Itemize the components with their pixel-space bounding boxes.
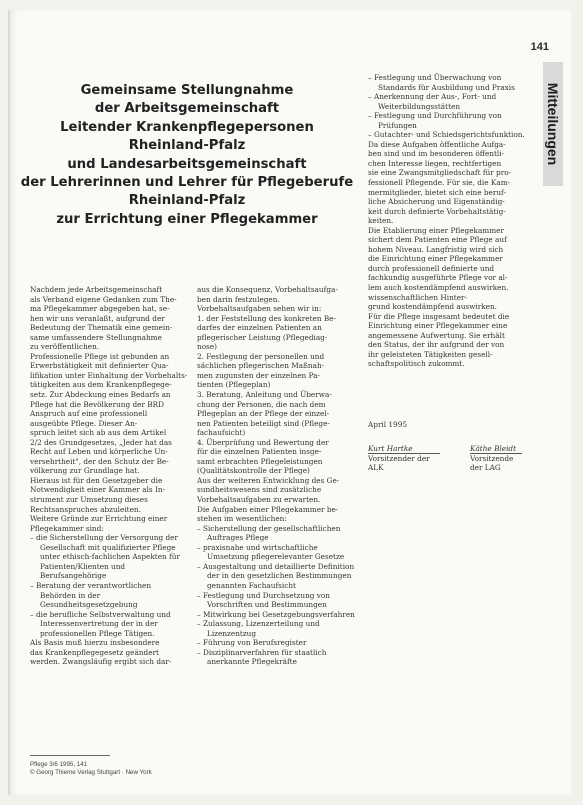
section-tab (543, 62, 563, 186)
column-3 (368, 73, 526, 369)
list-item: – Führung von Berufsregister (197, 638, 307, 648)
paragraph-line: fachkundig ausgeführte Pflege vor al- (368, 273, 508, 283)
list-item: – Festlegung und Durchführung von Prüfungen (368, 111, 502, 130)
paragraph-line: schaftspolitisch zukommt. (368, 359, 465, 369)
signature-role: Vorsitzende (470, 453, 514, 463)
column-2-list (197, 524, 357, 667)
column-2-text (197, 285, 357, 314)
date-line (368, 420, 526, 430)
list-item: – Zulassung, Lizenzerteilung und Lizenzentzug (197, 619, 320, 638)
paragraph-line: lifikation unter Einhaltung der Vorbehalts- (30, 370, 188, 380)
paragraph-line: grund kostendämpfend auswirken. (368, 302, 497, 312)
numbered-list-line: nose) (197, 342, 218, 352)
list-item: – Anerkennung der Aus-, Fort- und Weiterbildungsstätten (368, 92, 497, 111)
column-2-middle-text (197, 476, 357, 524)
paragraph-line: liche Absicherung und Eigenständig- (368, 197, 505, 207)
paragraph-line: fessionell Pflegende. Für sie, die Kam- (368, 178, 511, 188)
signature-2 (470, 444, 516, 473)
source-line: © Georg Thieme Verlag Stuttgart · New York (30, 769, 152, 776)
paragraph-line: zu veröffentlichen. (30, 342, 100, 352)
paragraph-line: Aus der weiteren Entwicklung des Ge- (197, 475, 340, 485)
list-item: – Gutachter- und Schiedsgerichtsfunktion. (368, 130, 525, 140)
list-item: – Sicherstellung der gesellschaftlichen Auftrages Pflege (197, 523, 341, 543)
numbered-list-line: (Qualitätskontrolle der Pflege) (197, 466, 310, 476)
paragraph-line: Anspruch auf eine professionell (30, 409, 148, 419)
paragraph-line: chen Interesse liegen, rechtfertigen (368, 158, 502, 168)
paragraph-line: sichert dem Patienten eine Pflege auf (368, 235, 507, 245)
signature-name: Kurt Hartke (368, 444, 413, 453)
list-item: – Ausgestaltung und detaillierte Definition der in den gesetzlichen Bestimmungen genannten Fachaufsicht (197, 561, 355, 590)
signature-rule (470, 453, 522, 454)
paragraph-line: angemessene Aufwertung. Sie erhält (368, 330, 505, 340)
numbered-list-line: tienten (Pflegeplan) (197, 380, 271, 390)
paragraph-line: tätigkeiten aus dem Krankenpflegege- (30, 380, 172, 390)
source-note (30, 761, 152, 777)
title-line: der Lehrerinnen und Lehrer für Pflegeberufe (20, 175, 354, 191)
paragraph-line: hen wir uns veranlaßt, aufgrund der (30, 313, 165, 323)
paragraph-line: Rechtsanspruches abzuleiten. (30, 504, 141, 514)
signature-name: Käthe Bleidt (470, 444, 517, 453)
column-3-text (368, 140, 526, 369)
paragraph-line: Erwerbstätigkeit mit definierter Qua- (30, 361, 169, 371)
paragraph-line: werden. Zwangsläufig ergibt sich dar- (30, 657, 172, 667)
column-2 (197, 285, 357, 667)
paragraph-line: sundheitswesens sind zusätzliche (197, 485, 322, 495)
paragraph-line: die Einrichtung einer Pflegekammer (368, 254, 503, 264)
title-line: Leitender Krankenpflegepersonen (60, 119, 314, 135)
paragraph-line: Hieraus ist für den Gesetzgeber die (30, 475, 163, 485)
paragraph-line: das Krankenpflegegesetz geändert (30, 647, 159, 657)
paragraph-line: Für die Pflege insgesamt bedeutet die (368, 311, 510, 321)
paragraph-line: hohem Niveau. Langfristig wird sich (368, 244, 504, 254)
signature-1 (368, 444, 430, 473)
title-line: Gemeinsame Stellungnahme (80, 83, 294, 98)
paragraph-line: setz. Zur Abdeckung eines Bedarfs an (30, 390, 171, 400)
paragraph-line: Als Basis muß hierzu insbesondere (30, 638, 160, 648)
paragraph-line: Weitere Gründe zur Errichtung einer (30, 514, 168, 524)
column-1-list (30, 533, 188, 638)
title-line: Rheinland-Pfalz (128, 138, 246, 154)
numbered-list-line: darfes der einzelnen Patienten an (197, 323, 322, 333)
paragraph-line: wissenschaftlichen Hinter- (368, 292, 467, 302)
list-item: – Festlegung und Durchsetzung von Vorschriften und Bestimmungen (197, 590, 330, 610)
numbered-list-line: sächlichen pflegerischen Maßnah- (197, 361, 325, 371)
numbered-list-line: fachaufsicht) (197, 428, 246, 438)
paragraph-line: Da diese Aufgaben öffentliche Aufga- (368, 139, 506, 149)
numbered-list-line: nen Patienten beteiligt sind (Pflege- (197, 418, 330, 428)
list-item: – Festlegung und Überwachung von Standards für Ausbildung und Praxis (368, 73, 515, 92)
paragraph-line: Notwendigkeit einer Kammer als In- (30, 485, 166, 495)
paragraph-line: Vorbehaltsaufgaben sehen wir in: (197, 304, 322, 314)
column-1-tail (30, 638, 188, 667)
source-rule (30, 755, 110, 756)
paragraph-line: mermitglieder, bietet sich eine beruf- (368, 187, 506, 197)
source-line: Pflege 3/6 1995, 141 (30, 761, 88, 768)
page-number: 141 (530, 41, 549, 53)
paragraph-line: durch professionell definierte und (368, 263, 495, 273)
numbered-list-line: samt erbrachten Pflegeleistungen (197, 456, 323, 466)
list-item: – praxisnahe und wirtschaftliche Umsetzung pflegerelevanter Gesetze (197, 542, 345, 562)
column-1 (30, 285, 188, 667)
numbered-list-line: Pflegeplan an der Pflege der einzel- (197, 409, 330, 419)
column-3-list (368, 73, 526, 140)
paragraph-line: strument zur Umsetzung dieses (30, 495, 148, 505)
paragraph-line: als Verband eigene Gedanken zum The- (30, 294, 177, 304)
signature-rule (368, 453, 440, 454)
numbered-list-line: für die einzelnen Patienten insge- (197, 447, 322, 457)
list-item: – die berufliche Selbstverwaltung und Interessenvertretung der in der professionellen Pflege Tätigen. (30, 609, 171, 638)
paragraph-line: Recht auf Leben und körperliche Un- (30, 447, 168, 457)
date: April 1995 (368, 420, 407, 429)
numbered-list-line: men zugunsten der einzelnen Pa- (197, 370, 320, 380)
paragraph-line: same umfassendere Stellungnahme (30, 332, 162, 342)
numbered-list-line: chung der Personen, die nach dem (197, 399, 326, 409)
paragraph-line: spruch leitet sich ab aus dem Artikel (30, 428, 167, 438)
paragraph-line: versehrtheit", der den Schutz der Be- (30, 456, 169, 466)
title-line: zur Errichtung einer Pflegekammer (56, 211, 318, 227)
column-1-text (30, 285, 188, 533)
paragraph-line: lem auch kostendämpfend auswirken. (368, 283, 509, 293)
numbered-list-line: 1. der Feststellung des konkreten Be- (197, 313, 337, 323)
paragraph-line: Bedeutung der Thematik eine gemein- (30, 323, 173, 333)
list-item: – die Sicherstellung der Versorgung der Gesellschaft mit qualifizierter Pflege unter ethisch-fachlichen Aspekten für Patienten/Klienten und Berufsangehörige (30, 533, 180, 581)
paragraph-line: völkerung zur Grundlage hat. (30, 466, 140, 476)
paragraph-line: ihr geleisteten Tätigkeiten gesell- (368, 349, 493, 359)
paragraph-line: Pflegekammer sind: (30, 523, 104, 533)
paragraph-line: Professionelle Pflege ist gebunden an (30, 351, 170, 361)
numbered-list-line: 4. Überprüfung und Bewertung der (197, 437, 329, 447)
paragraph-line: Die Aufgaben einer Pflegekammer be- (197, 504, 339, 514)
paragraph-line: keiten. (368, 216, 394, 226)
paragraph-line: Nachdem jede Arbeitsgemeinschaft (30, 285, 163, 294)
paragraph-line: Vorbehaltsaufgaben zu erwarten. (197, 495, 321, 505)
paragraph-line: Einrichtung einer Pflegekammer eine (368, 321, 508, 331)
paragraph-line: Die Etablierung einer Pflegekammer (368, 225, 504, 235)
signature-role: der LAG (470, 463, 501, 472)
paragraph-line: 2/2 des Grundgesetzes, „Jeder hat das (30, 437, 172, 447)
numbered-list-line: pflegerischer Leistung (Pflegediag- (197, 332, 328, 342)
paragraph-line: ben darin festzulegen. (197, 294, 280, 304)
paragraph-line: ma Pflegekammer abgegeben hat, se- (30, 304, 170, 314)
paragraph-line: ben sind und im besonderen öffentli- (368, 149, 505, 159)
title-line: der Arbeitsgemeinschaft (94, 101, 280, 117)
paragraph-line: aus die Konsequenz, Vorbehaltsaufga- (197, 285, 338, 294)
list-item: – Mitwirkung bei Gesetzgebungsverfahren (197, 609, 355, 619)
article-title (14, 82, 360, 229)
paragraph-line: Pflege hat die Bevölkerung der BRD (30, 399, 164, 409)
paragraph-line: sie eine Zwangsmitgliedschaft für pro- (368, 168, 512, 178)
section-tab-label: Mitteilungen (545, 82, 561, 166)
list-item: – Beratung der verantwortlichen Behörden in der Gesundheitsgesetzgebung (30, 580, 152, 610)
paragraph-line: keit durch definierte Vorbehaltstätig- (368, 206, 506, 216)
numbered-list-line: 3. Beratung, Anleitung und Überwa- (197, 390, 332, 400)
signature-role: ALK (368, 463, 384, 472)
paragraph-line: stehen im wesentlichen: (197, 514, 287, 524)
list-item: – Disziplinarverfahren für staatlich anerkannte Pflegekräfte (197, 647, 327, 667)
paragraph-line: den Status, der ihr aufgrund der von (368, 340, 505, 350)
title-line: Rheinland-Pfalz (128, 193, 246, 209)
column-2-numbered-list (197, 314, 357, 476)
title-line: und Landesarbeitsgemeinschaft (67, 156, 307, 172)
paragraph-line: ausgeübte Pflege. Dieser An- (30, 418, 138, 428)
numbered-list-line: 2. Festlegung der personellen und (197, 351, 325, 361)
signature-role: Vorsitzender der (368, 453, 430, 463)
